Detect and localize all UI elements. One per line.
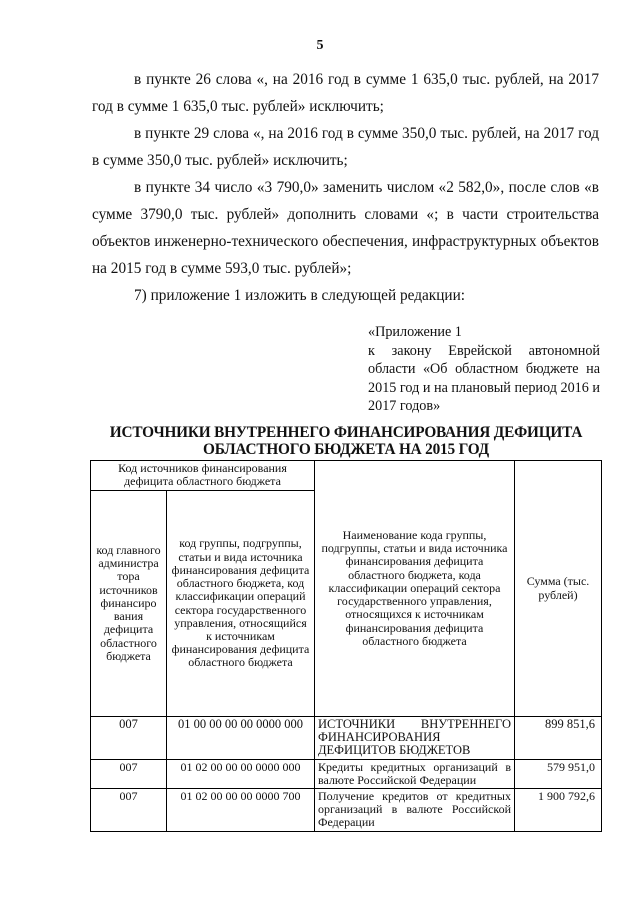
- table-title-line2: ОБЛАСТНОГО БЮДЖЕТА НА 2015 ГОД: [203, 441, 489, 458]
- header-name: Наименование кода группы, подгруппы, статьи и вида источника финансирования дефицита областного бюджета, кода классификации операций сектора государственного управления, относящихся к источникам финансирования дефицита областного бюджета: [315, 461, 515, 717]
- cell-code: 01 02 00 00 00 0000 000: [167, 759, 315, 788]
- paragraph-item-26: в пункте 26 слова «, на 2016 год в сумме 1 635,0 тыс. рублей, на 2017 год в сумме 1 635,0 тыс. рублей» исключить;: [92, 71, 599, 115]
- cell-sum: 899 851,6: [515, 717, 602, 760]
- financing-sources-table: [90, 460, 602, 832]
- cell-code: 01 00 00 00 00 0000 000: [167, 717, 315, 760]
- table-row: [91, 789, 602, 832]
- table-row: [91, 717, 602, 760]
- cell-admin: 007: [91, 759, 167, 788]
- cell-name: Кредиты кредитных организаций в валюте Российской Федерации: [315, 759, 515, 788]
- page-number: 5: [316, 38, 324, 53]
- table-title: [92, 424, 600, 458]
- cell-sum: 579 951,0: [515, 759, 602, 788]
- paragraph-item-29: в пункте 29 слова «, на 2016 год в сумме 350,0 тыс. рублей, на 2017 год в сумме 350,0 тыс. рублей» исключить;: [92, 125, 599, 169]
- cell-admin: 007: [91, 717, 167, 760]
- header-admin-code: код главного администра тора источников финансиро вания дефицита областного бюджета: [91, 491, 167, 717]
- appendix-caption: [368, 323, 600, 416]
- table-row: [91, 759, 602, 788]
- paragraph-item-34: в пункте 34 число «3 790,0» заменить числом «2 582,0», после слов «в сумме 3790,0 тыс. рублей» дополнить словами «; в части строительства объектов инженерно-технического обеспечения, инфраструктурных объектов на 2015 год в сумме 593,0 тыс. рублей»;: [92, 179, 599, 277]
- table-title-line1: ИСТОЧНИКИ ВНУТРЕННЕГО ФИНАНСИРОВАНИЯ ДЕФИЦИТА: [109, 424, 583, 441]
- cell-name: Получение кредитов от кредитных организаций в валюте Российской Федерации: [315, 789, 515, 832]
- paragraph-appendix-intro: 7) приложение 1 изложить в следующей редакции:: [134, 287, 466, 304]
- cell-sum: 1 900 792,6: [515, 789, 602, 832]
- cell-name: ИСТОЧНИКИ ВНУТРЕННЕГО ФИНАНСИРОВАНИЯ ДЕФИЦИТОВ БЮДЖЕТОВ: [315, 717, 515, 760]
- appendix-caption-line2: к закону Еврейской автономной области «Об областном бюджете на 2015 год и на плановый период 2016 и 2017 годов»: [368, 342, 600, 414]
- cell-admin: 007: [91, 789, 167, 832]
- cell-code: 01 02 00 00 00 0000 700: [167, 789, 315, 832]
- header-code-group: Код источников финансирования дефицита областного бюджета: [91, 461, 315, 491]
- header-source-code: код группы, подгруппы, статьи и вида источника финансирования дефицита областного бюджета, код классификации операций сектора государственного управления, относящийся к источникам финансирования дефицита областного бюджета: [167, 491, 315, 717]
- header-sum: Сумма (тыс. рублей): [515, 461, 602, 717]
- appendix-caption-line1: «Приложение 1: [368, 324, 462, 340]
